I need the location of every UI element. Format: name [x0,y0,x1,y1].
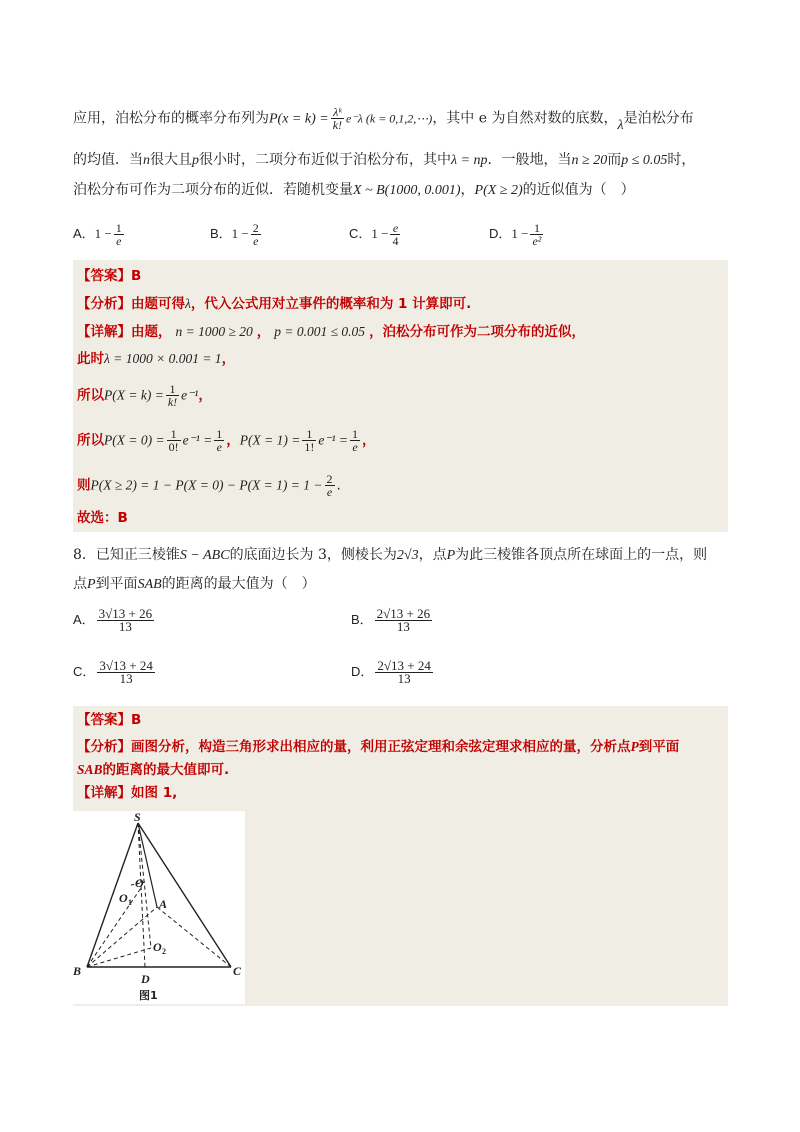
label-s: S [134,811,141,824]
q7-option-a[interactable] [73,222,126,247]
formula: S − ABC [179,548,230,563]
line-bo [87,888,141,967]
text: ， [198,387,212,404]
fraction: $\frac{e}{4}$ [392,221,399,248]
analysis-line-2 [77,760,229,780]
text: 时， [667,152,696,168]
formula: X ~ B(1000, 0.001) [353,183,461,198]
fraction: $\frac{2√13 + 26}{13}$ [376,606,431,634]
option-label: D． [351,663,374,679]
answer-label: 【答案】B [77,268,142,284]
fraction: $\frac{1}{1!}$ [304,427,315,454]
formula: e⁻¹ = [318,432,348,448]
text: ，泊松分布可作为二项分布的近似， [369,324,586,340]
q8-option-c[interactable] [73,660,157,685]
var-p: P [87,577,96,592]
text: ，其中 e 为自然对数的底数， [432,110,618,127]
tetrahedron-diagram [73,811,245,1004]
edge-sb [87,823,138,967]
text: 的底面边长为 3，侧棱长为 [229,547,397,563]
fraction: $\frac{1}{\text{e²}}$ [532,221,542,248]
text: 此时 [77,351,104,367]
plane-sab: SAB [137,577,162,592]
formula: P(x = k) = [269,111,329,127]
lambda: λ [617,117,624,133]
fraction: $\frac{3√13 + 26}{13}$ [98,606,153,634]
option-label: D． [489,225,512,241]
text: 的距离的最大值为（ ） [161,576,316,592]
detail-label: 【详解】如图 1, [77,785,178,801]
fraction: $\frac{1}{e}$ [352,427,358,454]
var-n: n [143,153,150,168]
text: 【详解】由题， [77,324,172,340]
label-o2: O [153,940,162,954]
fraction: $\frac{2}{e}$ [252,221,259,248]
detail-line [77,322,585,342]
text: 很小时，二项分布近似于泊松分布，其中 [199,152,451,168]
q8-line-2 [73,574,316,595]
q8-option-a[interactable] [73,608,156,633]
edge-ca [157,907,231,967]
label-a: A [159,897,168,911]
fraction: $\frac{1}{e}$ [216,427,223,454]
option-label: B． [351,611,373,627]
fraction: $\frac{1}{k!}$ [167,382,178,409]
formula: n = 1000 ≥ 20 [175,324,253,339]
text: 则 [77,477,91,494]
text: 而 [607,152,622,168]
conclusion: 故选：B [77,510,128,526]
fraction: $\frac{1}{e}$ [115,221,122,248]
formula: P(X ≥ 2) = 1 − P(X = 0) − P(X = 1) = 1 − [90,477,323,493]
figure-1 [73,811,245,1004]
text: 泊松分布可作为二项分布的近似．若随机变量 [73,182,353,198]
edge-sa [138,823,157,907]
line-bo2 [87,948,151,967]
formula: e⁻¹ [181,387,199,403]
text: 应用，泊松分布的概率分布列为 [73,110,269,127]
lambda-line [77,349,235,369]
text: 到平面 [638,739,680,755]
text: ，点 [418,547,447,563]
text: 【分析】画图分析，构造三角形求出相应的量，利用正弦定理和余弦定理求相应的量，分析点 [77,739,631,755]
formula: P(X = 0) = [104,432,165,448]
formula: 2√3 [396,548,419,563]
label-o2-sub: 2 [162,947,166,956]
text: 为此三棱锥各顶点所在球面上的一点，则 [455,547,708,563]
formula: n ≥ 20 [571,153,608,168]
q8-line-1 [73,545,707,566]
lambda: λ [185,296,191,311]
text: 所以 [77,387,104,404]
analysis-line [77,737,679,757]
label-o1-sub: 1 [128,898,132,907]
var-p: p [192,153,199,168]
formula: 1 − [231,225,249,241]
answer-label: 【答案】B [77,712,142,728]
q7-option-c[interactable] [349,222,402,247]
q7-line-1 [73,106,694,131]
analysis-line [77,294,471,314]
var-p: P [630,739,639,754]
formula: 1 − [94,225,112,241]
formula: λ = np [451,153,488,168]
formula: e⁻¹ = [182,432,213,448]
text: . [336,477,341,494]
pmf-line [77,383,212,408]
text: ， [362,432,376,449]
formula: p ≤ 0.05 [621,153,668,168]
edge-sc [138,823,231,967]
answer-box-q7 [73,260,728,532]
text: 点 [73,576,87,592]
text: 很大且 [150,152,192,168]
figure-caption: 图1 [139,989,158,1002]
label-c: C [233,964,242,978]
line-sd [138,823,145,967]
q7-option-b[interactable] [210,222,263,247]
text: 的均值．当 [73,152,143,168]
text: 到平面 [95,576,138,592]
text: 【分析】由题可得 [77,296,185,312]
option-label: B． [210,225,232,241]
formula: e⁻λ (k = 0,1,2,⋯) [346,111,433,126]
text: 的近似值为（ ） [522,182,635,198]
var-p: P [446,548,456,563]
text: ．一般地，当 [487,152,572,168]
answer-box-q8 [73,706,728,1006]
fraction: $\frac{1}{0!}$ [168,427,179,454]
option-label: C． [73,663,96,679]
plane-sab: SAB [77,762,103,777]
text: ， [256,324,271,340]
formula: 1 − [371,225,389,241]
formula: P(X = k) = [104,387,164,403]
formula: P(X ≥ 2) [474,183,523,198]
text: 是泊松分布 [623,110,694,127]
formula: P(X = 1) = [239,432,301,448]
fraction: $\frac{3√13 + 24}{13}$ [99,658,153,686]
text: 所以 [77,432,104,449]
q7-line-3 [73,180,635,201]
text: 的距离的最大值即可. [102,762,230,778]
result-line [77,473,341,498]
option-label: A． [73,225,95,241]
q8-option-b[interactable] [351,608,434,633]
text: ， [226,432,240,449]
text: ， [460,182,475,198]
option-label: C． [349,225,372,241]
text: ， [221,351,236,367]
q8-option-d[interactable] [351,660,435,685]
formula: λ = 1000 × 0.001 = 1 [104,351,222,366]
q7-option-d[interactable] [489,222,545,247]
label-o1: O [119,891,128,905]
option-label: A． [73,611,95,627]
text: 8．已知正三棱锥 [73,547,180,563]
fraction: $\frac{2√13 + 24}{13}$ [377,658,431,686]
p0-p1-line [77,428,376,453]
label-d: D [141,972,150,986]
label-o: O [135,876,144,890]
fraction: $\frac{2}{e}$ [326,472,333,499]
q7-line-2 [73,150,695,171]
label-b: B [73,964,82,978]
text: ，代入公式用对立事件的概率和为 1 计算即可. [190,296,472,312]
formula: 1 − [511,225,529,241]
formula: p = 0.001 ≤ 0.05 [274,324,366,339]
fraction: $\frac{\text{λᵏ}}{k!}$ [332,105,343,132]
